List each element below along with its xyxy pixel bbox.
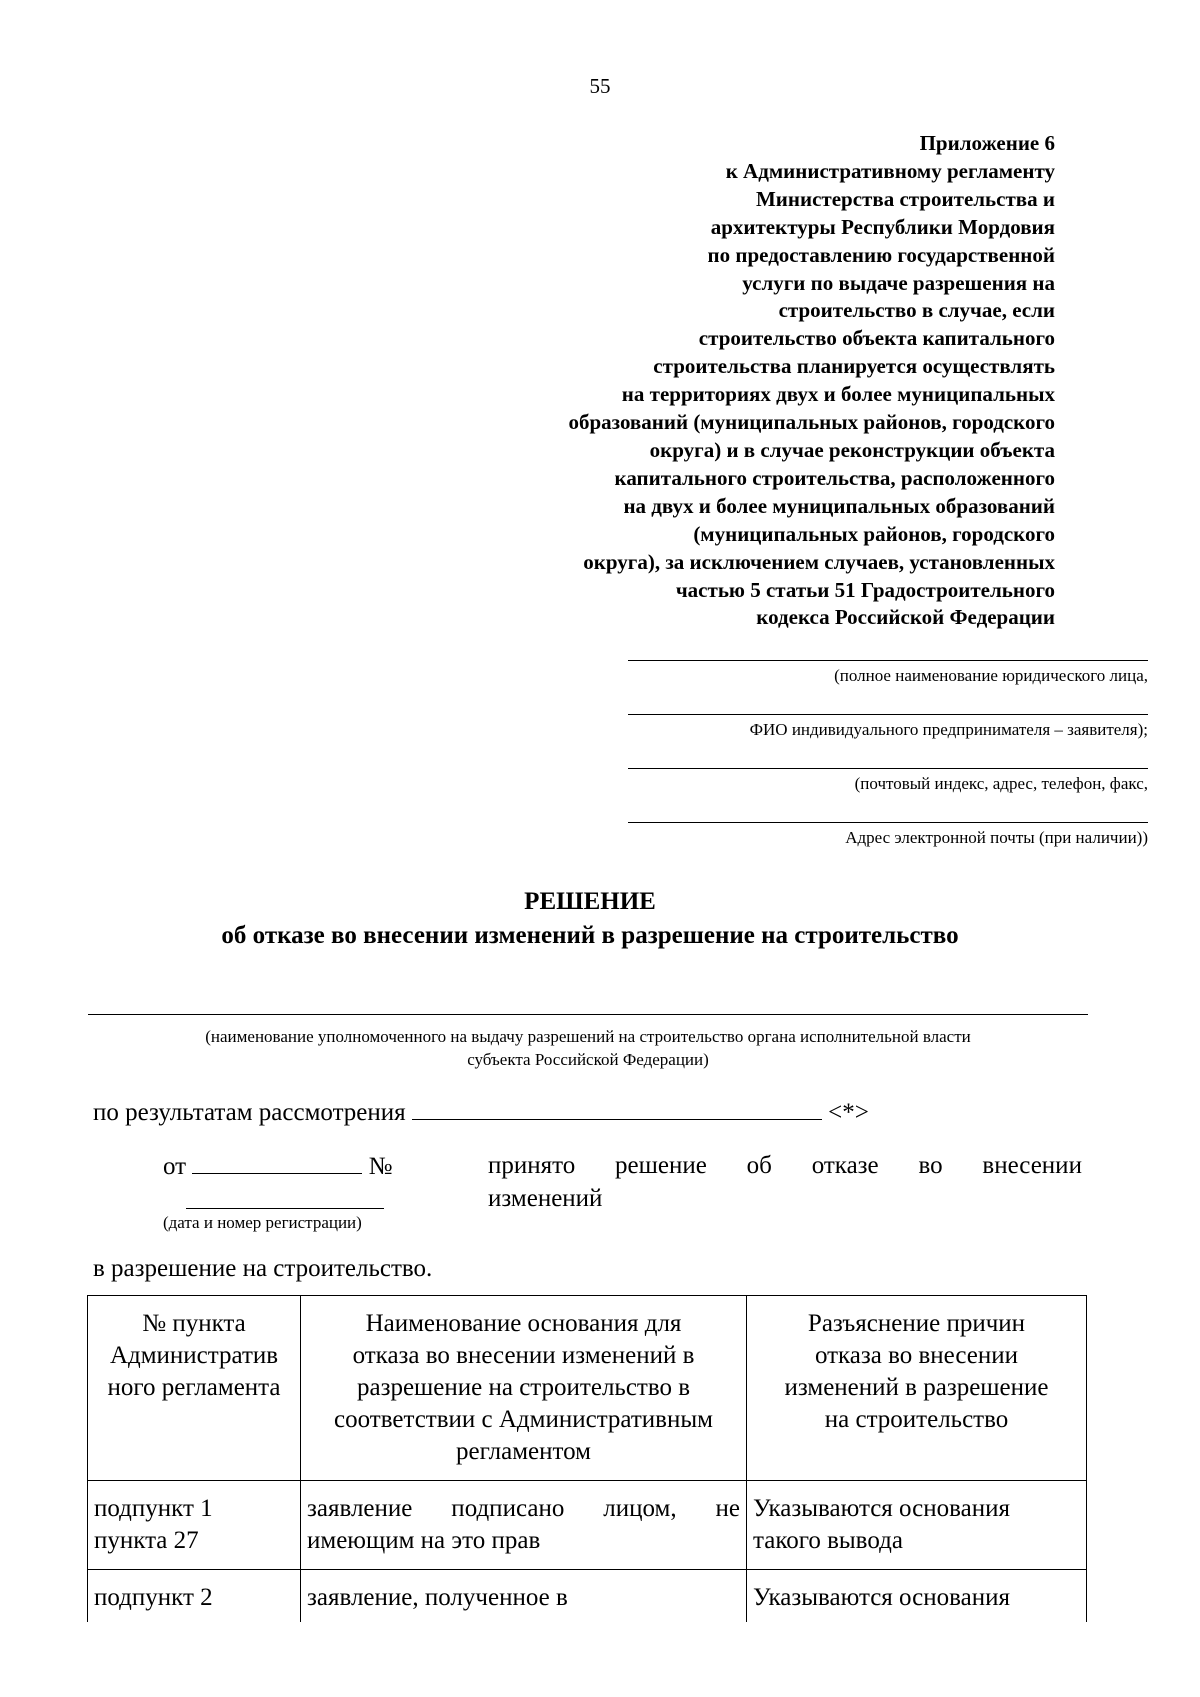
header-line: отказа во внесении изменений в: [352, 1342, 695, 1369]
appendix-line: строительство объекта капитального: [698, 326, 1055, 351]
reasons-table: [87, 1295, 1087, 1622]
cell-item: [88, 1481, 301, 1570]
cell-line: подпункт 1: [94, 1495, 213, 1522]
column-header-item: [88, 1296, 301, 1481]
registration-caption: (дата и номер регистрации): [163, 1213, 362, 1232]
authority-caption: [88, 1025, 1088, 1071]
page-number: 55: [589, 74, 611, 98]
review-prefix: по результатам рассмотрения: [93, 1099, 406, 1126]
registration-from: от: [163, 1153, 187, 1180]
header-line: Наименование основания для: [365, 1310, 682, 1337]
document-subtitle: об отказе во внесении изменений в разрешение на строительство: [221, 922, 959, 949]
header-line: разрешение на строительство в: [356, 1374, 691, 1401]
appendix-line: на двух и более муниципальных образований: [623, 493, 1055, 518]
header-line: Административ: [109, 1342, 279, 1369]
authority-caption-line: субъекта Российской Федерации): [467, 1050, 709, 1069]
addressee-caption: (почтовый индекс, адрес, телефон, факс,: [854, 774, 1148, 793]
appendix-line: услуги по выдаче разрешения на: [742, 270, 1055, 295]
decision-text: [488, 1149, 1082, 1215]
cell-line: имеющим на это прав: [307, 1527, 541, 1554]
cell-explanation: [747, 1570, 1087, 1623]
appendix-line: по предоставлению государственной: [707, 242, 1055, 267]
registration-number-blank[interactable]: [186, 1208, 384, 1209]
addressee-caption: ФИО индивидуального предпринимателя – заявителя);: [749, 720, 1148, 739]
column-header-explanation: [747, 1296, 1087, 1481]
header-line: изменений в разрешение: [784, 1374, 1049, 1401]
registration-number-sign: №: [368, 1153, 393, 1180]
table-row: [88, 1481, 1087, 1570]
cell-line: подпункт 2: [94, 1584, 213, 1611]
column-header-reason: [301, 1296, 747, 1481]
decision-word: внесении: [982, 1152, 1082, 1179]
registration-line: [163, 1149, 392, 1183]
header-line: регламентом: [456, 1438, 591, 1465]
appendix-line: строительство в случае, если: [778, 298, 1055, 323]
addressee-caption: Адрес электронной почты (при наличии)): [845, 828, 1148, 847]
permit-line: в разрешение на строительство.: [93, 1255, 433, 1282]
appendix-line: к Административному регламенту: [725, 158, 1055, 183]
decision-word: отказе: [811, 1152, 879, 1179]
addressee-name-line[interactable]: [628, 660, 1148, 661]
cell-line: Указываются основания: [753, 1495, 1010, 1522]
decision-line-2: изменений: [488, 1185, 603, 1212]
review-line: [93, 1095, 869, 1129]
header-line: № пункта: [142, 1310, 246, 1337]
appendix-line: архитектуры Республики Мордовия: [710, 214, 1055, 239]
appendix-line: Приложение 6: [919, 131, 1055, 155]
cell-reason: [301, 1481, 747, 1570]
review-footnote-mark: <*>: [828, 1099, 869, 1126]
header-line: Разъяснение причин: [807, 1310, 1026, 1337]
appendix-line: образований (муниципальных районов, городского: [568, 410, 1055, 435]
decision-word: об: [746, 1152, 772, 1179]
authority-name-line[interactable]: [88, 1014, 1088, 1015]
appendix-line: округа), за исключением случаев, установленных: [583, 549, 1055, 574]
cell-line: Указываются основания: [753, 1584, 1010, 1611]
appendix-line: на территориях двух и более муниципальных: [621, 382, 1055, 407]
addressee-address-line[interactable]: [628, 768, 1148, 769]
decision-word: решение: [615, 1152, 707, 1179]
header-line: соответствии с Административным: [334, 1406, 713, 1433]
review-blank[interactable]: [412, 1095, 822, 1120]
cell-reason: [301, 1570, 747, 1623]
document-title: РЕШЕНИЕ: [524, 888, 656, 915]
cell-line: заявление подписано лицом, не: [307, 1495, 740, 1522]
authority-caption-line: (наименование уполномоченного на выдачу разрешений на строительство органа исполнительной власти: [205, 1027, 971, 1046]
appendix-line: кодекса Российской Федерации: [756, 605, 1055, 630]
table-row: [88, 1570, 1087, 1623]
appendix-line: Министерства строительства и: [755, 186, 1055, 211]
header-line: на строительство: [824, 1406, 1009, 1433]
appendix-line: частью 5 статьи 51 Градостроительного: [675, 577, 1055, 602]
appendix-line: строительства планируется осуществлять: [653, 354, 1055, 379]
cell-item: [88, 1570, 301, 1623]
appendix-header: [415, 130, 1055, 632]
addressee-fio-line[interactable]: [628, 714, 1148, 715]
header-line: ного регламента: [107, 1374, 281, 1401]
appendix-line: капитального строительства, расположенного: [614, 465, 1055, 490]
registration-date-blank[interactable]: [192, 1149, 362, 1174]
addressee-caption: (полное наименование юридического лица,: [834, 666, 1148, 685]
cell-line: такого вывода: [753, 1527, 903, 1554]
cell-explanation: [747, 1481, 1087, 1570]
addressee-email-line[interactable]: [628, 822, 1148, 823]
appendix-line: (муниципальных районов, городского: [693, 521, 1055, 546]
cell-line: заявление, полученное в: [307, 1584, 568, 1611]
header-line: отказа во внесении: [814, 1342, 1019, 1369]
decision-word: принято: [488, 1152, 576, 1179]
table-header-row: [88, 1296, 1087, 1481]
appendix-line: округа) и в случае реконструкции объекта: [649, 437, 1055, 462]
decision-word: во: [918, 1152, 943, 1179]
cell-line: пункта 27: [94, 1527, 199, 1554]
